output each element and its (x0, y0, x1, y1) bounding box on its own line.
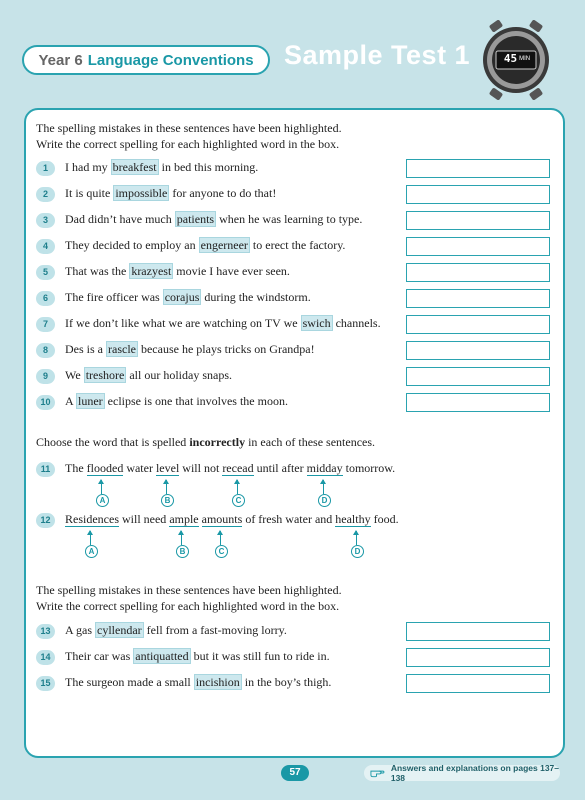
answer-box[interactable] (406, 237, 550, 256)
header (0, 0, 585, 110)
question-row (36, 674, 556, 694)
question-number: 1 (36, 161, 55, 176)
question-row (36, 159, 556, 179)
question-number: 13 (36, 624, 55, 639)
option-letter: C (215, 545, 228, 558)
arrow-up-icon (166, 480, 167, 494)
option-letter: B (176, 545, 189, 558)
instruction-line: Write the correct spelling for each highlighted word in the box. (36, 599, 340, 613)
highlighted-word: swich (302, 316, 331, 330)
question-text: The surgeon made a small incishion in the boy’s thigh. (65, 675, 332, 689)
question-text: Their car was antiquatted but it was still fun to ride in. (65, 649, 330, 663)
question-row (36, 622, 556, 642)
arrow-up-icon (323, 480, 324, 494)
question-number: 9 (36, 369, 55, 384)
option-word-a: Residences (65, 512, 119, 526)
question-text: It is quite impossible for anyone to do that! (65, 186, 277, 200)
option-letter: A (96, 494, 109, 507)
question-number: 7 (36, 317, 55, 332)
question-number: 15 (36, 676, 55, 691)
arrow-up-icon (220, 531, 221, 545)
highlighted-word: breakfest (112, 160, 157, 174)
question-number: 11 (36, 462, 55, 477)
question-row (36, 211, 556, 231)
highlighted-word: patients (176, 212, 215, 226)
instruction-line: The spelling mistakes in these sentences have been highlighted. (36, 121, 342, 135)
question-number: 6 (36, 291, 55, 306)
answer-box[interactable] (406, 263, 550, 282)
instruction-emphasis: incorrectly (189, 435, 246, 449)
question-number: 4 (36, 239, 55, 254)
answer-box[interactable] (406, 211, 550, 230)
option-word-c: amounts (201, 512, 243, 526)
question-text: Residences will need ample amounts of fresh water and healthy food. (65, 512, 399, 526)
arrow-up-icon (356, 531, 357, 545)
highlighted-word: antiquatted (135, 649, 189, 663)
arrow-up-icon (181, 531, 182, 545)
option-word-b: level (155, 461, 180, 475)
option-letter: D (318, 494, 331, 507)
highlighted-word: impossible (115, 186, 168, 200)
question-number: 8 (36, 343, 55, 358)
option-word-a: flooded (86, 461, 124, 475)
section1-instruction (36, 120, 342, 152)
question-number: 2 (36, 187, 55, 202)
question-text: That was the krazyest movie I have ever seen. (65, 264, 290, 278)
arrow-up-icon (237, 480, 238, 494)
instruction-line: Write the correct spelling for each highlighted word in the box. (36, 137, 340, 151)
timer-number: 45 (503, 52, 518, 65)
question-text: The fire officer was corajus during the windstorm. (65, 290, 311, 304)
question-text: The flooded water level will not recead until after midday tomorrow. (65, 461, 396, 475)
question-row (36, 237, 556, 257)
question-row (36, 511, 556, 531)
answer-box[interactable] (406, 289, 550, 308)
highlighted-word: engerneer (200, 238, 248, 252)
highlighted-word: corajus (164, 290, 200, 304)
question-row (36, 460, 556, 480)
highlighted-word: rascle (108, 342, 136, 356)
question-row (36, 341, 556, 361)
highlighted-word: krazyest (131, 264, 172, 278)
option-word-c: recead (222, 461, 254, 475)
option-letter: C (232, 494, 245, 507)
option-word-d: midday (306, 461, 343, 475)
highlighted-word: luner (78, 394, 103, 408)
question-row (36, 289, 556, 309)
answer-box[interactable] (406, 159, 550, 178)
subject-banner (22, 45, 270, 75)
question-text: A luner eclipse is one that involves the moon. (65, 394, 288, 408)
arrow-up-icon (90, 531, 91, 545)
answer-box[interactable] (406, 341, 550, 360)
answer-box[interactable] (406, 367, 550, 386)
question-number: 5 (36, 265, 55, 280)
timer-unit: MIN (519, 55, 531, 62)
question-text: They decided to employ an engerneer to erect the factory. (65, 238, 346, 252)
question-number: 12 (36, 513, 55, 528)
question-text: Dad didn’t have much patients when he was learning to type. (65, 212, 363, 226)
answer-box[interactable] (406, 315, 550, 334)
subject-label: Language Conventions (87, 51, 254, 69)
answers-reference (364, 765, 560, 781)
question-number: 3 (36, 213, 55, 228)
test-title: Sample Test 1 (284, 40, 471, 70)
answers-text: Answers and explanations on pages 137–138 (390, 763, 560, 783)
option-letter: D (351, 545, 364, 558)
answer-box[interactable] (406, 674, 550, 693)
arrow-up-icon (101, 480, 102, 494)
answer-box[interactable] (406, 622, 550, 641)
question-text: If we don’t like what we are watching on TV we swich channels. (65, 316, 381, 330)
question-row (36, 367, 556, 387)
option-word-d: healthy (335, 512, 371, 526)
section2-instruction: Choose the word that is spelled incorrectly in each of these sentences. (36, 435, 376, 449)
question-row (36, 185, 556, 205)
question-number: 10 (36, 395, 55, 410)
question-text: We treshore all our holiday snaps. (65, 368, 233, 382)
pointing-hand-icon (370, 768, 385, 778)
question-text: I had my breakfest in bed this morning. (65, 160, 259, 174)
section3-instruction (36, 582, 342, 614)
instruction-line: The spelling mistakes in these sentences have been highlighted. (36, 583, 342, 597)
answer-box[interactable] (406, 648, 550, 667)
highlighted-word: incishion (195, 675, 240, 689)
question-text: A gas cyllendar fell from a fast-moving lorry. (65, 623, 287, 637)
page-number: 57 (281, 765, 309, 781)
answer-box[interactable] (406, 185, 550, 204)
question-row (36, 648, 556, 668)
highlighted-word: cyllendar (97, 623, 142, 637)
year-label: Year 6 (38, 51, 83, 69)
question-number: 14 (36, 650, 55, 665)
option-letter: B (161, 494, 174, 507)
highlighted-word: treshore (85, 368, 125, 382)
option-word-b: ample (169, 512, 199, 526)
question-row (36, 393, 556, 413)
question-text: Des is a rascle because he plays tricks on Grandpa! (65, 342, 315, 356)
question-row (36, 263, 556, 283)
timer-icon (476, 20, 556, 100)
option-letter: A (85, 545, 98, 558)
question-row (36, 315, 556, 335)
answer-box[interactable] (406, 393, 550, 412)
